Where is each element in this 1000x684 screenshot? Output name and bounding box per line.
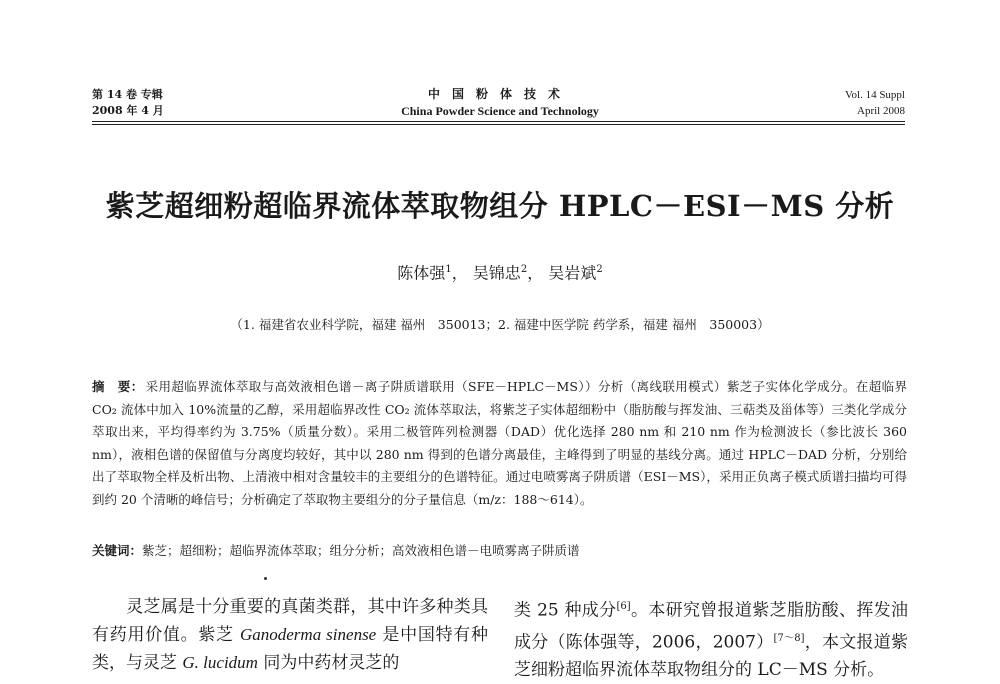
citation-ref[interactable]: [6] — [616, 601, 631, 612]
journal-date: 2008 年 4 月 — [92, 104, 164, 117]
header-rule-thin — [92, 124, 905, 125]
author-name: 陈体强 — [397, 263, 446, 283]
citation-ref[interactable]: [7～8] — [773, 632, 805, 644]
author-separator: ， — [527, 263, 544, 283]
abstract-label: 摘 要： — [92, 379, 144, 394]
abstract — [92, 376, 907, 512]
article-title: 紫芝超细粉超临界流体萃取物组分 HPLC－ESI－MS 分析 — [105, 189, 895, 223]
keywords-label: 关键词： — [92, 543, 143, 558]
author-name: 吴锦忠 — [472, 263, 521, 283]
body-text: 。本研究曾报道紫芝脂肪酸、挥发油成分（陈体强等，2006，2007） — [514, 600, 908, 653]
journal-date-en: April 2008 — [857, 105, 905, 117]
body-column-left — [92, 593, 488, 677]
author-separator: ， — [451, 263, 468, 283]
keywords — [92, 540, 907, 562]
body-text: 类 25 种成分 — [514, 600, 617, 621]
journal-name-cn: 中国粉体技术 — [427, 87, 572, 101]
species-name: Ganoderma sinense — [239, 625, 377, 644]
author-list — [0, 258, 1000, 285]
journal-name-en: China Powder Science and Technology — [401, 104, 599, 118]
author-affiliation-mark: 2 — [520, 264, 528, 275]
species-name: G. lucidum — [182, 653, 258, 672]
journal-volume-en: Vol. 14 Suppl — [844, 89, 905, 101]
header-right — [845, 87, 905, 119]
keywords-text: 紫芝；超细粉；超临界流体萃取；组分分析；高效液相色谱－电喷雾离子阱质谱 — [142, 543, 580, 558]
body-text: 同为中药材灵芝的 — [263, 653, 400, 673]
body-text: ，本文报道紫芝细粉超临界流体萃取物组分的 LC－MS 分析。 — [514, 632, 909, 681]
header-rule — [92, 121, 905, 122]
author-affiliation-mark: 1 — [445, 264, 452, 275]
journal-volume: 第 14 卷 专辑 — [92, 88, 163, 101]
body-text: 灵芝属是十分重要的真菌类群，其中许多种类具有药用价值。紫芝 — [92, 597, 488, 645]
author-name: 吴岩斌 — [548, 263, 597, 283]
affiliations: （1. 福建省农业科学院，福建 福州 350013；2. 福建中医学院 药学系，福建 福州 350003） — [230, 317, 770, 332]
body-column-right — [514, 593, 908, 684]
body-text: 是中国特有种类，与灵芝 — [92, 625, 489, 673]
author-affiliation-mark: 2 — [596, 264, 603, 275]
abstract-text: 采用超临界流体萃取与高效液相色谱－离子阱质谱联用（SFE－HPLC－MS））分析（离线联用模式）紫芝子实体化学成分。在超临界 CO₂ 流体中加入 10%流量的乙醇，采用超临界改性 CO₂ 流体萃取法，将紫芝子实体超细粉中（脂肪酸与挥发油、三萜类及甾体等）三类化学成分萃取出来，平均得率约为 3.75%（质量分数）。采用二极管阵列检测器（DAD）优化选择 280 nm 和 210 nm 作为检测波长（参比波长 360 nm），液相色谱的保留值与分离度均较好，其中以 280 nm 得到的色谱分离最佳，主峰得到了明显的基线分离。通过 HPLC－DAD 分析，分别给出了萃取物全样及析出物、上清液中相对含量较丰的主要组分的色谱特征。通过电喷雾离子阱质谱（ESI－MS），采用正负离子模式质谱扫描均可得到约 20 个清晰的峰信号；分析确定了萃取物主要组分的分子量信息（m/z：188～614）。 — [92, 379, 907, 507]
divider-dot — [264, 577, 267, 580]
